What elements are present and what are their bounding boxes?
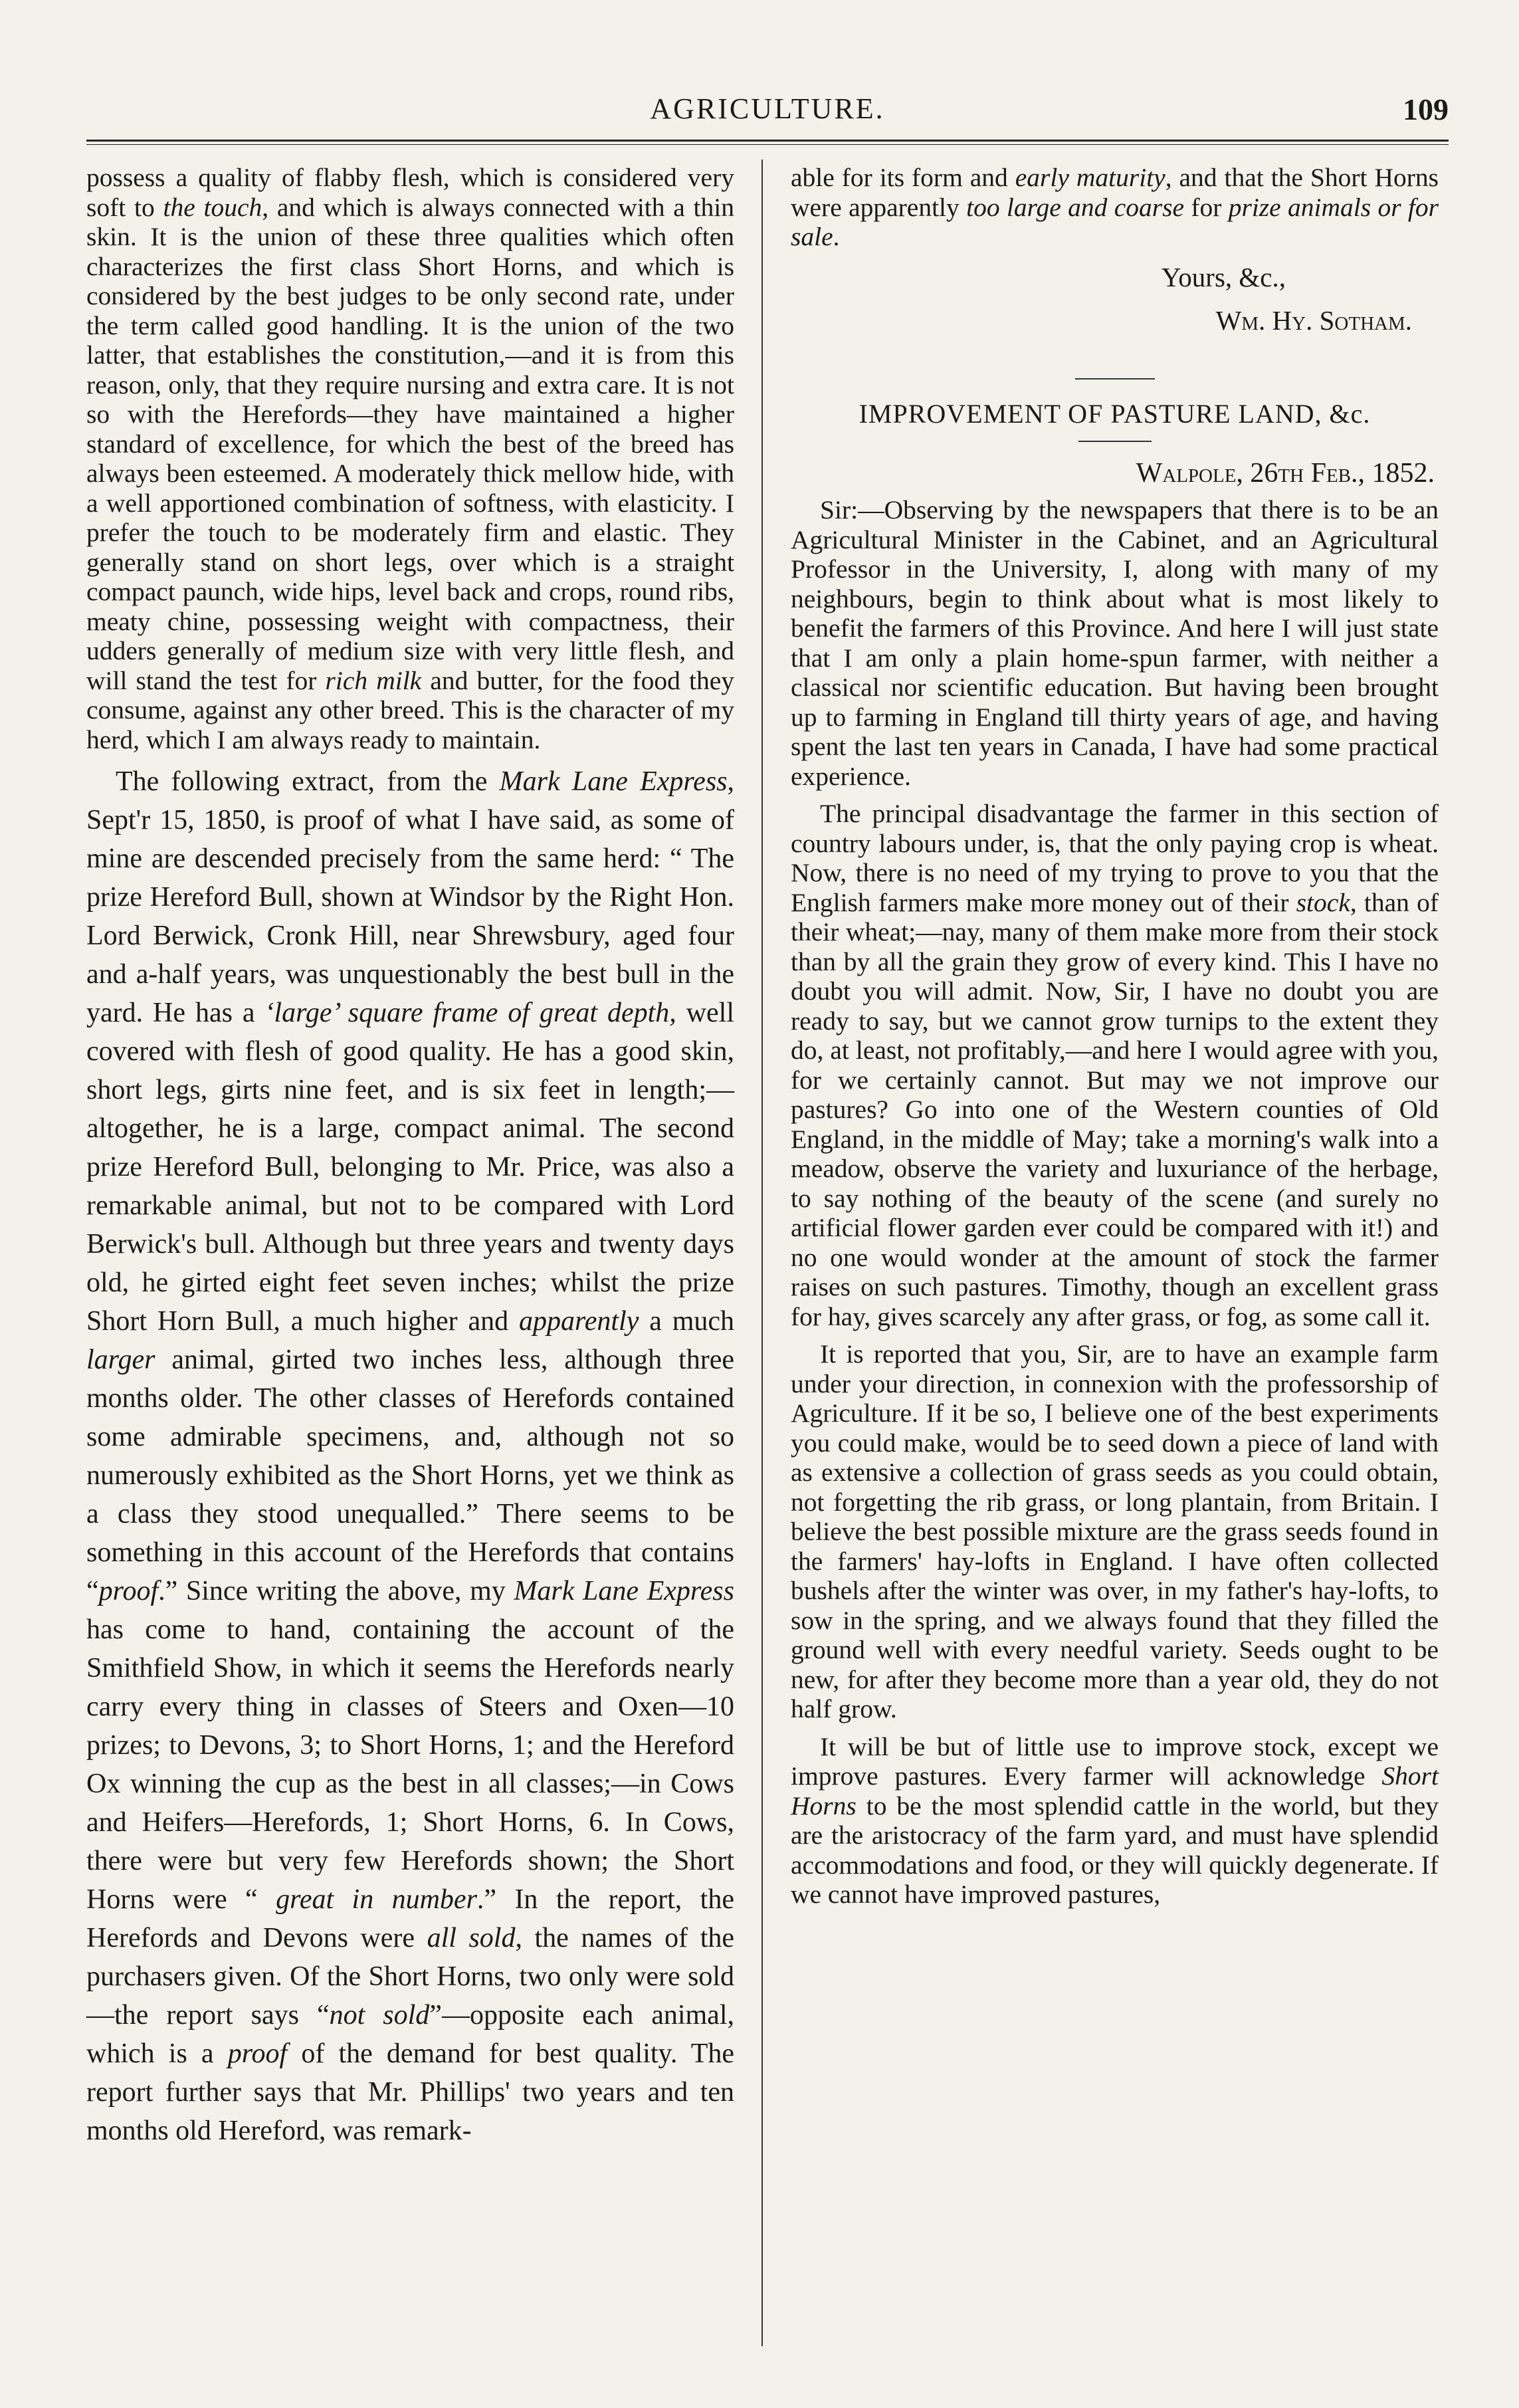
text-run: well covered with flesh of good quality. He has a good skin, short legs, girts nine feet, and is six feet in length;—altogether, he is a large, compact animal. The second prize Hereford Bull, belonging to Mr. Price, was also a remarkable animal, but not to be compared with Lord Berwick's bull. Although but three years and twenty days old, he girted eight feet seven inches; whilst the prize Short Horn Bull, a much higher and [86, 998, 735, 1337]
text-run: of the demand for best quality. The report further says that Mr. Phillips' two years and ten months old Hereford, was remark- [86, 2038, 734, 2146]
italic-run: prize animals or for sale [791, 192, 1439, 251]
italic-run: Mark Lane Express [499, 766, 728, 797]
italic-run: early maturity [1015, 163, 1165, 192]
right-column [791, 163, 1439, 2336]
italic-run: ‘large’ square frame of great depth, [264, 998, 676, 1028]
text-run: ”—opposite each animal, which is a [86, 2000, 734, 2069]
italic-run: not sold [329, 2000, 430, 2030]
page-number: 109 [1403, 92, 1449, 126]
text-run: possess a quality of flabby flesh, which is considered very soft to [86, 163, 734, 222]
title-rule [1078, 441, 1152, 442]
italic-run: larger [86, 1345, 155, 1375]
text-run: able for its form and [791, 163, 1015, 192]
text-run: , the names of the purchasers given. Of the Short Horns, two only were sold—the report says “ [86, 1923, 734, 2030]
italic-run: rich milk [325, 665, 422, 695]
italic-run: great in number [276, 1884, 477, 1915]
text-run: .” Since writing the above, my [158, 1576, 514, 1606]
section-rule [1075, 378, 1155, 380]
header-double-rule [86, 140, 1449, 145]
text-run: for [1184, 192, 1229, 222]
italic-run: stock [1296, 887, 1350, 917]
italic-run: all sold [427, 1923, 516, 1953]
running-head: AGRICULTURE. [650, 92, 885, 125]
paragraph [791, 799, 1439, 1331]
text-run: has come to hand, containing the account of the Smithfield Show, in which it seems the Herefords nearly carry every thing in classes of Steers and Oxen—10 prizes; to Devons, 3; to Short Horns, 1; and the Hereford Ox winning the cup as the best in all classes;—in Cows and Heifers—Herefords, 1; Short Horns, 6. In Cows, there were but very few Herefords shown; the Short Horns were “ [86, 1614, 734, 1915]
italic-run: Mark Lane Express [514, 1576, 734, 1606]
italic-run: too large and coarse [966, 192, 1184, 222]
text-run: .” In the report, the Herefords and Devons were [86, 1884, 734, 1953]
text-run: It will be but of little use to improve stock, except we improve pastures. Every farmer will acknowledge [791, 1731, 1439, 1791]
left-column [86, 163, 734, 2336]
text-run: The principal disadvantage the farmer in this section of country labours under, is, that the only paying crop is wheat. Now, there is no need of my trying to prove to you that the English farmers make more money out of their [791, 799, 1439, 917]
italic-run: Short Horns [791, 1761, 1439, 1820]
letter-sign-off: Yours, &c., [1161, 261, 1286, 292]
text-run: animal, girted two inches less, although three months older. The other classes of Herefords contained some admirable specimens, and, although not so numerously exhibited as the Short Horns, yet we think as a class they stood unequalled.” There seems to be something in this account of the Herefords that contains “ [86, 1345, 734, 1606]
text-run: , than of their wheat;—nay, many of them make more from their stock than by all the grain they grow of every kind. This I have no doubt you will admit. Now, Sir, I have no doubt you are ready to say, but we cannot grow turnips to the extent they do, at least, not profitably,—and here I would agree with you, for we certainly cannot. But may we not improve our pastures? Go into one of the Western counties of Old England, in the middle of May; take a morning's walk into a meadow, observe the variety and luxuriance of the herbage, to say nothing of the beauty of the scene (and surely no artificial flower garden ever could be compared with it!) and no one would wonder at the amount of stock the farmer raises on such pastures. Timothy, though an excellent grass for hay, gives scarcely any after grass, or fog, as some call it. [791, 887, 1439, 1331]
paragraph [86, 762, 734, 2150]
text-run: a much [639, 1306, 735, 1337]
text-run: and butter, for the food they consume, against any other breed. This is the character of my herd, which I am always ready to maintain. [86, 665, 734, 754]
text-run: , and which is always connected with a thin skin. It is the union of these three qualities which often characterizes the first class Short Horns, and which is considered by the best judges to be only second rate, under the term called good handling. It is the union of the two latter, that establishes the constitution,—and it is from this reason, only, that they require nursing and extra care. It is not so with the Herefords—they have maintained a higher standard of excellence, for which the best of the breed has always been esteemed. A moderately thick mellow hide, with a well apportioned combination of softness, with elasticity. I prefer the touch to be moderately firm and elastic. They generally stand on short legs, over which is a straight compact paunch, wide hips, level back and crops, round ribs, meaty chine, possessing weight with compactness, their udders generally of medium size with very little flesh, and will stand the test for [86, 192, 734, 695]
text-run: . [833, 222, 840, 251]
text-run: to be the most splendid cattle in the world, but they are the aristocracy of the farm yard, and must have splendid accommodations and food, or they will quickly degenerate. If we cannot have improved pastures, [791, 1791, 1439, 1909]
paragraph: Sir:—Observing by the newspapers that there is to be an Agricultural Minister in the Cabinet, and an Agricultural Professor in the University, I, along with many of my neighbours, begin to think about what is most likely to benefit the farmers of this Province. And here I will just state that I am only a plain home-spun farmer, with neither a classical nor scientific education. But having been brought up to farming in England till thirty years of age, and having spent the last ten years in Canada, I have had some practical experience. [791, 495, 1439, 791]
letter-signature: Wm. Hy. Sotham. [1215, 304, 1412, 336]
dateline: Walpole, 26th Feb., 1852. [1136, 458, 1435, 489]
text-run: The following extract, from the [116, 766, 500, 797]
column-divider [761, 160, 763, 2346]
italic-run: the touch [163, 192, 262, 222]
paragraph [86, 163, 734, 754]
text-run: , and that the Short Horns were apparently [791, 163, 1439, 222]
italic-run: proof [98, 1576, 159, 1606]
italic-run: proof [227, 2038, 288, 2069]
paragraph: It is reported that you, Sir, are to have an example farm under your direction, in connexion with the professorship of Agriculture. If it be so, I believe one of the best experiments you could make, would be to seed down a piece of land with as extensive a collection of grass seeds as you could obtain, not forgetting the rib grass, or long plantain, from Britain. I believe the best possible mixture are the grass seeds found in the farmers' hay-lofts in England. I have often collected bushels after the winter was over, in my father's hay-lofts, to sow in the spring, and we always found that they filled the ground well with every needful variety. Seeds ought to be new, for after they become more than a year old, they do not half grow. [791, 1339, 1439, 1723]
text-run: , Sept'r 15, 1850, is proof of what I have said, as some of mine are descended precisely from the same herd: “ The prize Hereford Bull, shown at Windsor by the Right Hon. Lord Berwick, Cronk Hill, near Shrewsbury, aged four and a-half years, was unquestionably the best bull in the yard. He has a [86, 766, 735, 1028]
paragraph [791, 1732, 1439, 1910]
paragraph [791, 163, 1439, 252]
italic-run: apparently [518, 1306, 639, 1337]
page-header [86, 80, 1449, 153]
article-title: IMPROVEMENT OF PASTURE LAND, &c. [859, 398, 1371, 429]
